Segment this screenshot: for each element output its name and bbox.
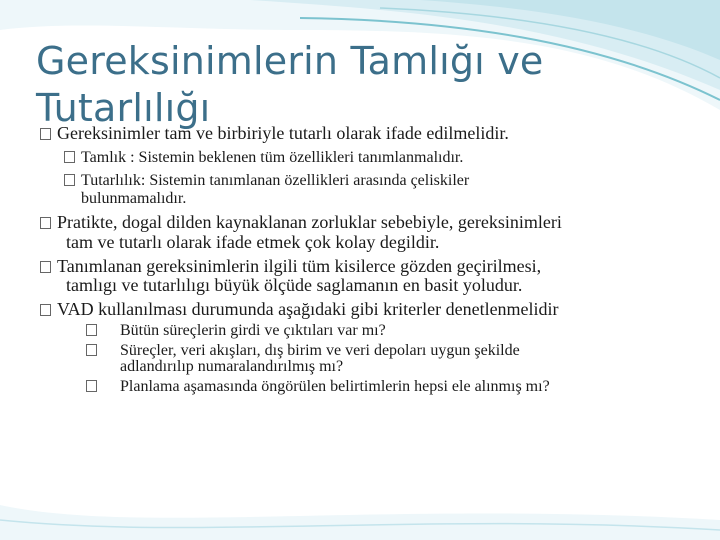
sub-bullet-item: [86, 378, 550, 396]
bullet-item: [40, 299, 559, 320]
bullet-text: Pratikte, dogal dilden kaynaklanan zorluklar sebebiyle, gereksinimleri: [57, 212, 562, 232]
bullet-item: [40, 212, 562, 233]
bullet-continuation: tamlıgı ve tutarlılıgı büyük ölçüde saglamanın en basit yoludur.: [66, 275, 523, 295]
bullet-text: Süreçler, veri akışları, dış birim ve veri depoları uygun şekilde: [120, 342, 520, 359]
bullet-text: Gereksinimler tam ve birbiriyle tutarlı olarak ifade edilmelidir.: [57, 123, 509, 143]
sub-bullet-item: [64, 149, 463, 167]
slide-title: Gereksinimlerin Tamlığı ve Tutarlılığı: [36, 39, 544, 130]
bullet-box-icon: [86, 344, 97, 356]
bullet-box-icon: [86, 380, 97, 392]
bullet-box-icon: [40, 261, 51, 273]
bullet-text: VAD kullanılması durumunda aşağıdaki gibi kriterler denetlenmelidir: [57, 299, 559, 319]
sub-bullet-item: [86, 322, 386, 340]
bullet-box-icon: [40, 304, 51, 316]
bullet-text: Bütün süreçlerin girdi ve çıktıları var mı?: [120, 322, 386, 339]
bullet-text: Planlama aşamasında öngörülen belirtimlerin hepsi ele alınmış mı?: [120, 378, 550, 395]
bullet-box-icon: [40, 217, 51, 229]
bullet-box-icon: [64, 174, 75, 186]
bullet-continuation: adlandırılıp numaralandırılmış mı?: [120, 358, 344, 375]
bullet-box-icon: [40, 128, 51, 140]
bullet-text: Tutarlılık: Sistemin tanımlanan özellikleri arasında çeliskiler: [81, 172, 470, 189]
bullet-text: Tamlık : Sistemin beklenen tüm özellikleri tanımlanmalıdır.: [81, 149, 464, 166]
sub-bullet-item: [64, 172, 469, 190]
bullet-continuation: tam ve tutarlı olarak ifade etmek çok kolay degildir.: [66, 232, 440, 252]
bullet-text: Tanımlanan gereksinimlerin ilgili tüm kisilerce gözden geçirilmesi,: [57, 256, 542, 276]
bullet-box-icon: [64, 151, 75, 163]
bullet-continuation: bulunmamalıdır.: [81, 190, 187, 207]
bullet-item: [40, 256, 541, 277]
bullet-item: [40, 123, 509, 144]
bullet-box-icon: [86, 324, 97, 336]
